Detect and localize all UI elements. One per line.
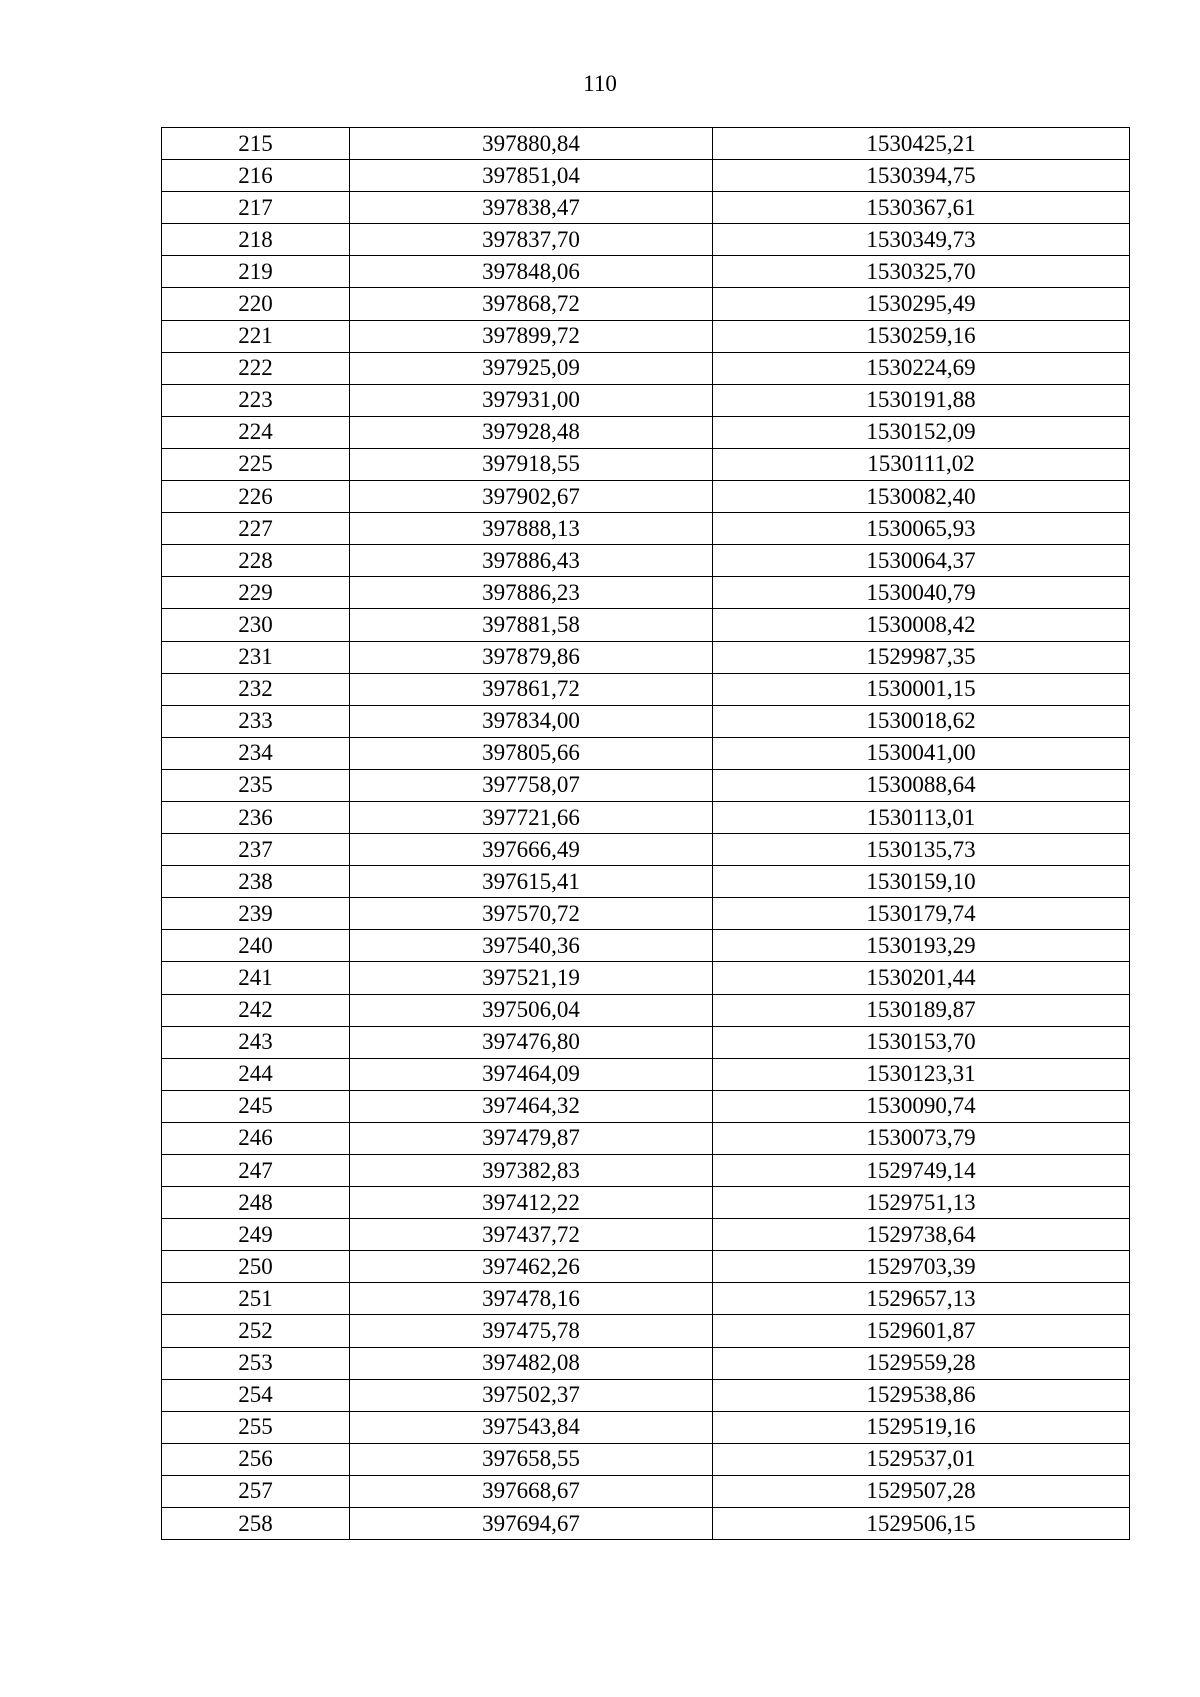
point-number-cell: 218 (162, 224, 350, 256)
table-row (162, 1508, 1130, 1540)
x-coordinate-cell: 397437,72 (350, 1219, 713, 1251)
point-number-cell: 217 (162, 192, 350, 224)
point-number-cell: 245 (162, 1090, 350, 1122)
point-number-cell: 238 (162, 866, 350, 898)
x-coordinate-cell: 397475,78 (350, 1315, 713, 1347)
x-coordinate-cell: 397902,67 (350, 481, 713, 513)
y-coordinate-cell: 1530088,64 (713, 769, 1130, 801)
point-number-cell: 248 (162, 1187, 350, 1219)
x-coordinate-cell: 397899,72 (350, 320, 713, 352)
table-row (162, 1187, 1130, 1219)
y-coordinate-cell: 1530189,87 (713, 994, 1130, 1026)
table-row (162, 288, 1130, 320)
y-coordinate-cell: 1530191,88 (713, 384, 1130, 416)
table-row (162, 481, 1130, 513)
point-number-cell: 256 (162, 1443, 350, 1475)
point-number-cell: 253 (162, 1347, 350, 1379)
coordinates-table (161, 127, 1130, 1540)
point-number-cell: 221 (162, 320, 350, 352)
x-coordinate-cell: 397668,67 (350, 1475, 713, 1507)
table-row (162, 641, 1130, 673)
coordinates-table-body (162, 128, 1130, 1540)
point-number-cell: 231 (162, 641, 350, 673)
x-coordinate-cell: 397502,37 (350, 1379, 713, 1411)
point-number-cell: 222 (162, 352, 350, 384)
x-coordinate-cell: 397837,70 (350, 224, 713, 256)
y-coordinate-cell: 1530159,10 (713, 866, 1130, 898)
y-coordinate-cell: 1529749,14 (713, 1155, 1130, 1187)
point-number-cell: 236 (162, 801, 350, 833)
table-row (162, 256, 1130, 288)
y-coordinate-cell: 1529506,15 (713, 1508, 1130, 1540)
table-row (162, 448, 1130, 480)
point-number-cell: 229 (162, 577, 350, 609)
x-coordinate-cell: 397521,19 (350, 962, 713, 994)
table-row (162, 1443, 1130, 1475)
point-number-cell: 224 (162, 416, 350, 448)
y-coordinate-cell: 1530153,70 (713, 1026, 1130, 1058)
x-coordinate-cell: 397925,09 (350, 352, 713, 384)
x-coordinate-cell: 397928,48 (350, 416, 713, 448)
x-coordinate-cell: 397540,36 (350, 930, 713, 962)
point-number-cell: 237 (162, 834, 350, 866)
point-number-cell: 215 (162, 128, 350, 160)
x-coordinate-cell: 397861,72 (350, 673, 713, 705)
point-number-cell: 243 (162, 1026, 350, 1058)
y-coordinate-cell: 1529537,01 (713, 1443, 1130, 1475)
table-row (162, 801, 1130, 833)
table-row (162, 320, 1130, 352)
y-coordinate-cell: 1530018,62 (713, 705, 1130, 737)
point-number-cell: 219 (162, 256, 350, 288)
table-row (162, 1122, 1130, 1154)
point-number-cell: 220 (162, 288, 350, 320)
point-number-cell: 235 (162, 769, 350, 801)
y-coordinate-cell: 1530073,79 (713, 1122, 1130, 1154)
y-coordinate-cell: 1529507,28 (713, 1475, 1130, 1507)
x-coordinate-cell: 397506,04 (350, 994, 713, 1026)
table-row (162, 1411, 1130, 1443)
x-coordinate-cell: 397462,26 (350, 1251, 713, 1283)
y-coordinate-cell: 1530111,02 (713, 448, 1130, 480)
point-number-cell: 233 (162, 705, 350, 737)
point-number-cell: 232 (162, 673, 350, 705)
x-coordinate-cell: 397851,04 (350, 160, 713, 192)
y-coordinate-cell: 1530152,09 (713, 416, 1130, 448)
table-row (162, 769, 1130, 801)
y-coordinate-cell: 1530040,79 (713, 577, 1130, 609)
table-row (162, 834, 1130, 866)
x-coordinate-cell: 397848,06 (350, 256, 713, 288)
point-number-cell: 249 (162, 1219, 350, 1251)
table-row (162, 224, 1130, 256)
y-coordinate-cell: 1530394,75 (713, 160, 1130, 192)
x-coordinate-cell: 397721,66 (350, 801, 713, 833)
y-coordinate-cell: 1529703,39 (713, 1251, 1130, 1283)
point-number-cell: 252 (162, 1315, 350, 1347)
x-coordinate-cell: 397476,80 (350, 1026, 713, 1058)
point-number-cell: 250 (162, 1251, 350, 1283)
y-coordinate-cell: 1530113,01 (713, 801, 1130, 833)
x-coordinate-cell: 397464,32 (350, 1090, 713, 1122)
y-coordinate-cell: 1529738,64 (713, 1219, 1130, 1251)
x-coordinate-cell: 397838,47 (350, 192, 713, 224)
y-coordinate-cell: 1529538,86 (713, 1379, 1130, 1411)
y-coordinate-cell: 1530135,73 (713, 834, 1130, 866)
table-row (162, 609, 1130, 641)
point-number-cell: 258 (162, 1508, 350, 1540)
point-number-cell: 227 (162, 513, 350, 545)
table-row (162, 1090, 1130, 1122)
table-row (162, 994, 1130, 1026)
x-coordinate-cell: 397931,00 (350, 384, 713, 416)
y-coordinate-cell: 1529601,87 (713, 1315, 1130, 1347)
y-coordinate-cell: 1529519,16 (713, 1411, 1130, 1443)
page-number: 110 (583, 71, 617, 96)
table-row (162, 1283, 1130, 1315)
x-coordinate-cell: 397881,58 (350, 609, 713, 641)
table-row (162, 1315, 1130, 1347)
y-coordinate-cell: 1529559,28 (713, 1347, 1130, 1379)
y-coordinate-cell: 1530349,73 (713, 224, 1130, 256)
point-number-cell: 216 (162, 160, 350, 192)
x-coordinate-cell: 397694,67 (350, 1508, 713, 1540)
point-number-cell: 239 (162, 898, 350, 930)
y-coordinate-cell: 1530425,21 (713, 128, 1130, 160)
x-coordinate-cell: 397478,16 (350, 1283, 713, 1315)
table-row (162, 1026, 1130, 1058)
point-number-cell: 241 (162, 962, 350, 994)
table-row (162, 962, 1130, 994)
table-row (162, 1219, 1130, 1251)
point-number-cell: 251 (162, 1283, 350, 1315)
table-row (162, 1058, 1130, 1090)
x-coordinate-cell: 397615,41 (350, 866, 713, 898)
table-row (162, 866, 1130, 898)
x-coordinate-cell: 397880,84 (350, 128, 713, 160)
x-coordinate-cell: 397570,72 (350, 898, 713, 930)
table-row (162, 898, 1130, 930)
x-coordinate-cell: 397482,08 (350, 1347, 713, 1379)
point-number-cell: 247 (162, 1155, 350, 1187)
y-coordinate-cell: 1530090,74 (713, 1090, 1130, 1122)
y-coordinate-cell: 1530325,70 (713, 256, 1130, 288)
point-number-cell: 226 (162, 481, 350, 513)
x-coordinate-cell: 397879,86 (350, 641, 713, 673)
point-number-cell: 246 (162, 1122, 350, 1154)
point-number-cell: 244 (162, 1058, 350, 1090)
point-number-cell: 240 (162, 930, 350, 962)
table-row (162, 192, 1130, 224)
y-coordinate-cell: 1530041,00 (713, 737, 1130, 769)
y-coordinate-cell: 1530224,69 (713, 352, 1130, 384)
y-coordinate-cell: 1530065,93 (713, 513, 1130, 545)
x-coordinate-cell: 397412,22 (350, 1187, 713, 1219)
y-coordinate-cell: 1530179,74 (713, 898, 1130, 930)
table-row (162, 673, 1130, 705)
x-coordinate-cell: 397868,72 (350, 288, 713, 320)
point-number-cell: 242 (162, 994, 350, 1026)
point-number-cell: 228 (162, 545, 350, 577)
table-row (162, 416, 1130, 448)
x-coordinate-cell: 397918,55 (350, 448, 713, 480)
x-coordinate-cell: 397464,09 (350, 1058, 713, 1090)
table-row (162, 737, 1130, 769)
y-coordinate-cell: 1530008,42 (713, 609, 1130, 641)
point-number-cell: 257 (162, 1475, 350, 1507)
y-coordinate-cell: 1530367,61 (713, 192, 1130, 224)
y-coordinate-cell: 1530201,44 (713, 962, 1130, 994)
y-coordinate-cell: 1530259,16 (713, 320, 1130, 352)
x-coordinate-cell: 397886,23 (350, 577, 713, 609)
table-row (162, 352, 1130, 384)
x-coordinate-cell: 397758,07 (350, 769, 713, 801)
point-number-cell: 230 (162, 609, 350, 641)
x-coordinate-cell: 397658,55 (350, 1443, 713, 1475)
point-number-cell: 225 (162, 448, 350, 480)
y-coordinate-cell: 1530082,40 (713, 481, 1130, 513)
point-number-cell: 234 (162, 737, 350, 769)
point-number-cell: 254 (162, 1379, 350, 1411)
x-coordinate-cell: 397479,87 (350, 1122, 713, 1154)
table-row (162, 513, 1130, 545)
x-coordinate-cell: 397382,83 (350, 1155, 713, 1187)
x-coordinate-cell: 397805,66 (350, 737, 713, 769)
x-coordinate-cell: 397888,13 (350, 513, 713, 545)
y-coordinate-cell: 1530064,37 (713, 545, 1130, 577)
table-row (162, 705, 1130, 737)
table-row (162, 545, 1130, 577)
table-row (162, 577, 1130, 609)
table-row (162, 930, 1130, 962)
table-row (162, 160, 1130, 192)
table-row (162, 1379, 1130, 1411)
table-row (162, 1251, 1130, 1283)
y-coordinate-cell: 1530193,29 (713, 930, 1130, 962)
y-coordinate-cell: 1529657,13 (713, 1283, 1130, 1315)
y-coordinate-cell: 1529751,13 (713, 1187, 1130, 1219)
y-coordinate-cell: 1529987,35 (713, 641, 1130, 673)
point-number-cell: 223 (162, 384, 350, 416)
y-coordinate-cell: 1530295,49 (713, 288, 1130, 320)
table-row (162, 128, 1130, 160)
y-coordinate-cell: 1530123,31 (713, 1058, 1130, 1090)
y-coordinate-cell: 1530001,15 (713, 673, 1130, 705)
table-row (162, 1155, 1130, 1187)
x-coordinate-cell: 397666,49 (350, 834, 713, 866)
table-row (162, 1347, 1130, 1379)
table-row (162, 1475, 1130, 1507)
point-number-cell: 255 (162, 1411, 350, 1443)
x-coordinate-cell: 397886,43 (350, 545, 713, 577)
x-coordinate-cell: 397543,84 (350, 1411, 713, 1443)
table-row (162, 384, 1130, 416)
x-coordinate-cell: 397834,00 (350, 705, 713, 737)
